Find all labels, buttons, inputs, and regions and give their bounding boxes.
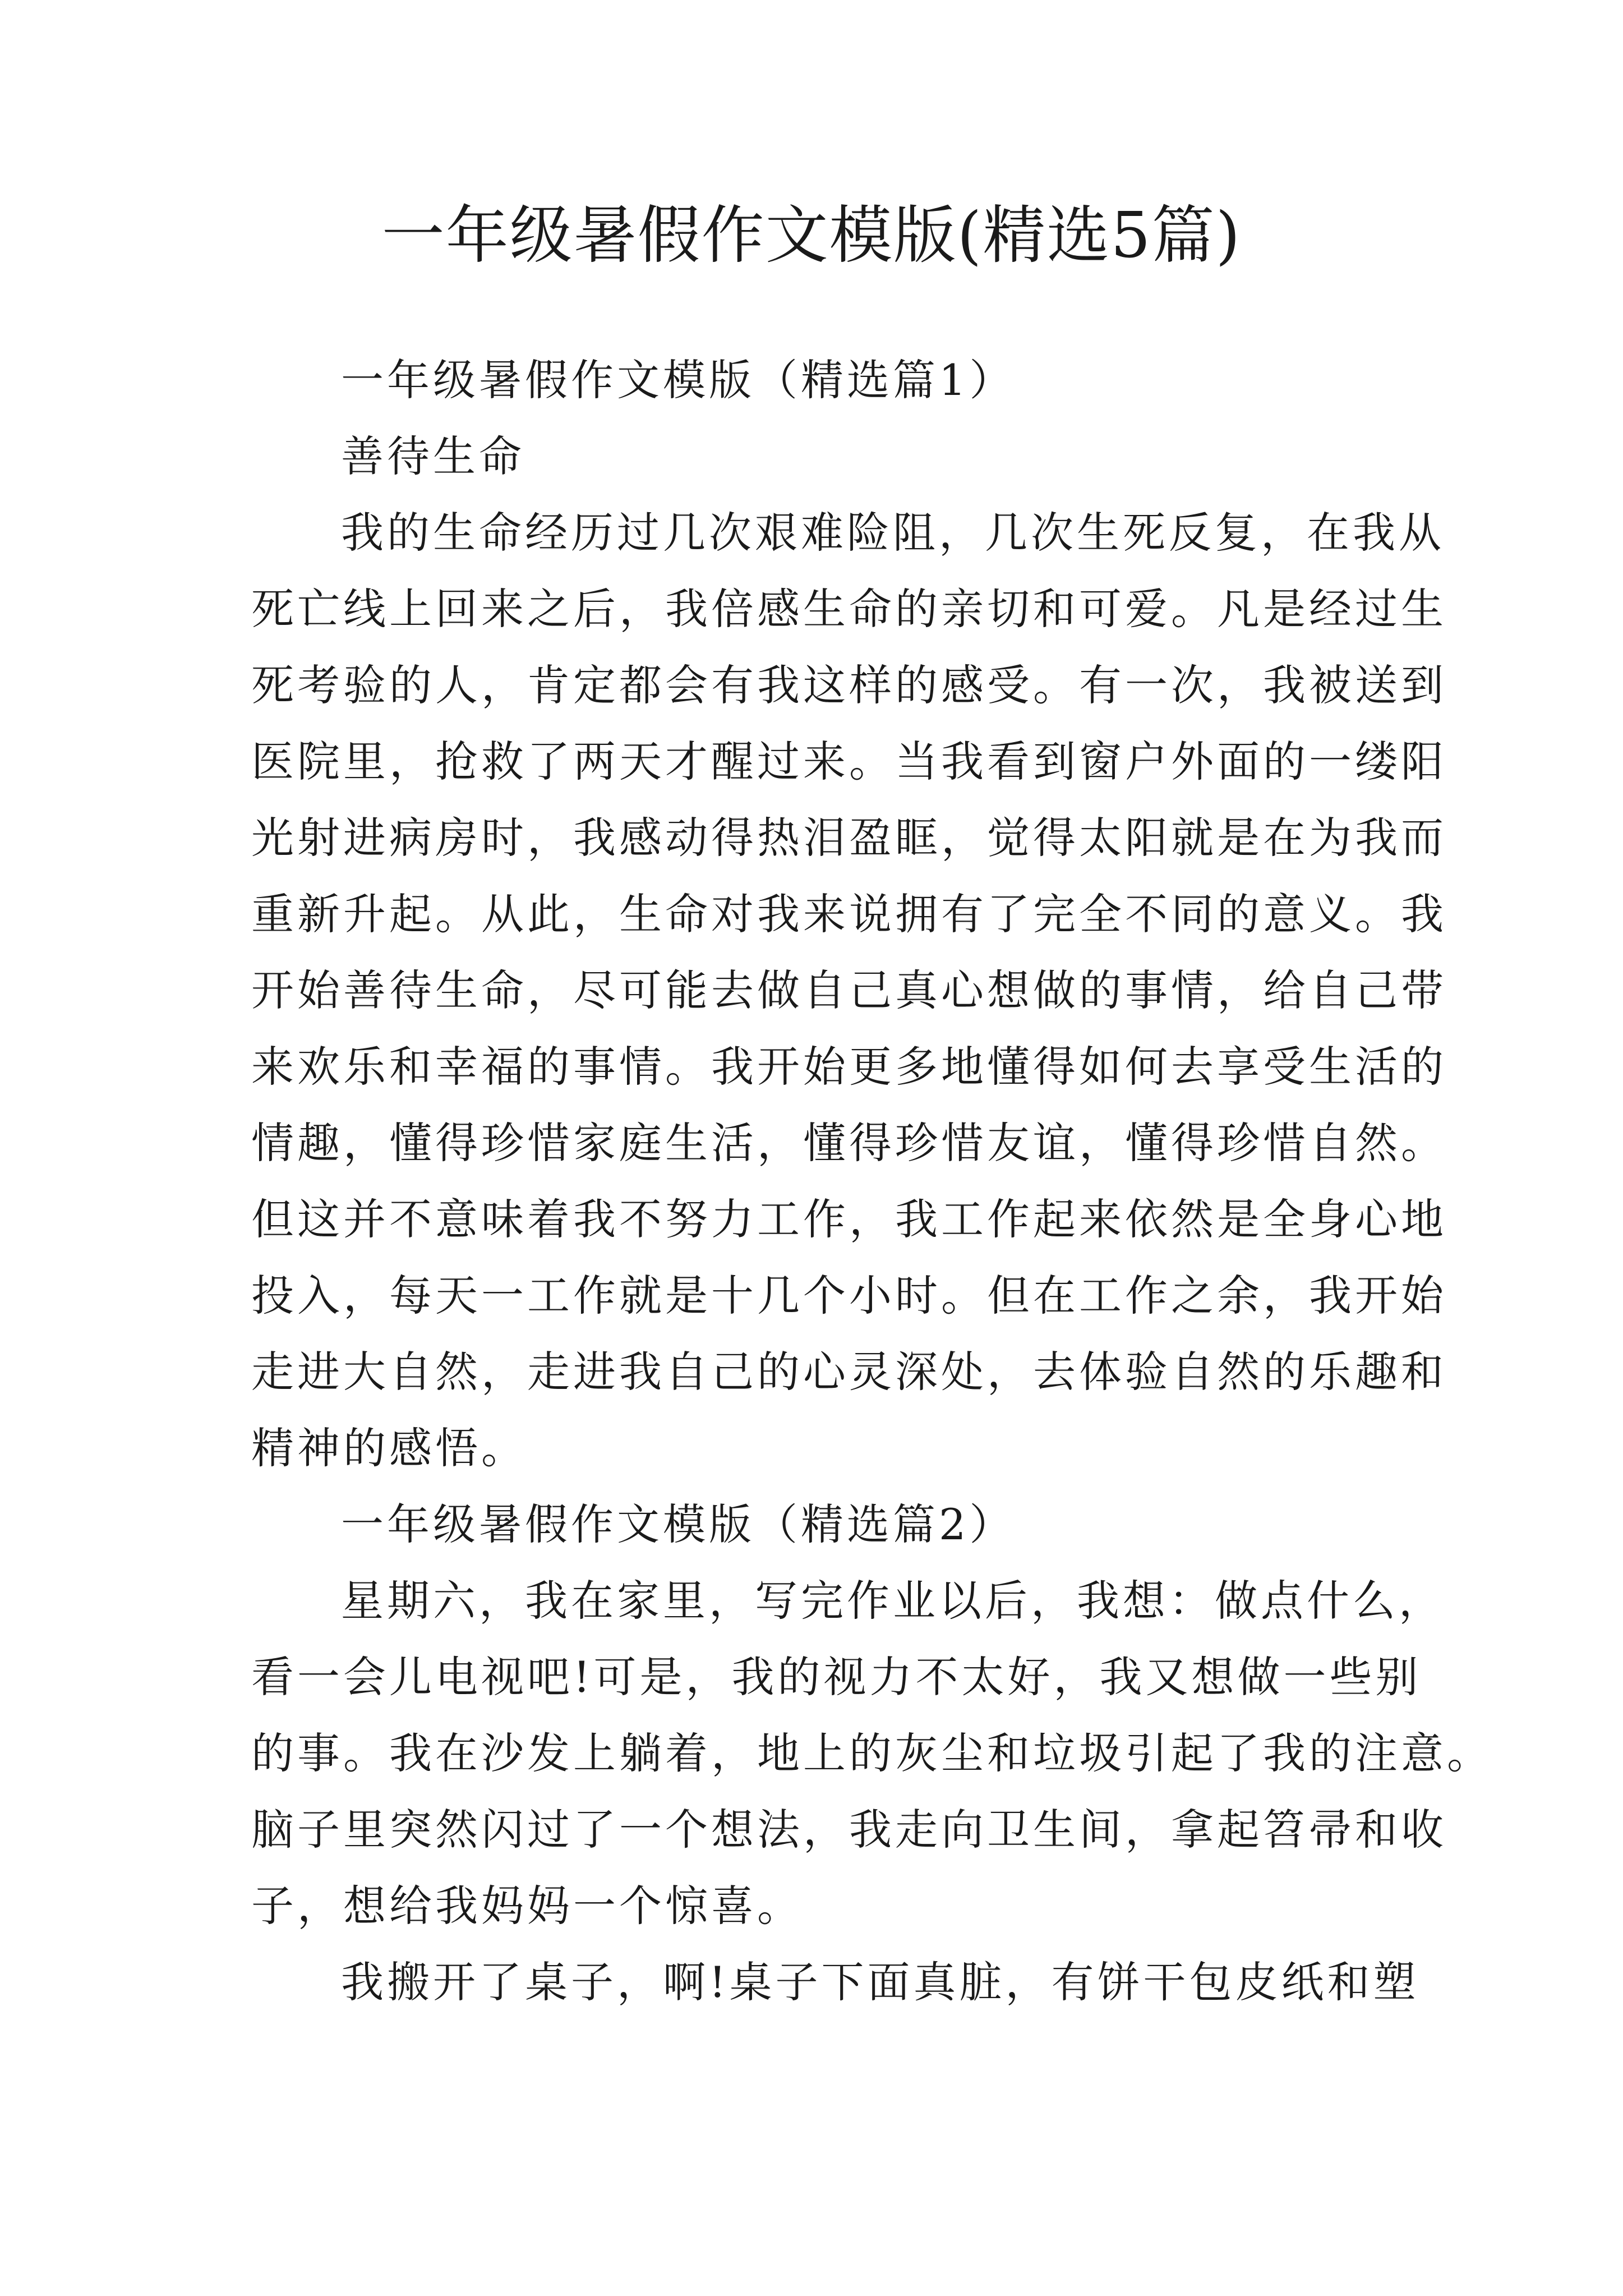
paragraph-line: 精神的感悟。 <box>251 1423 527 1473</box>
paragraph-line: 光射进病房时，我感动得热泪盈眶，觉得太阳就是在为我而 <box>251 813 1447 863</box>
paragraph-line: 来欢乐和幸福的事情。我开始更多地懂得如何去享受生活的 <box>251 1042 1447 1092</box>
paragraph-line: 情趣，懂得珍惜家庭生活，懂得珍惜友谊，懂得珍惜自然。 <box>251 1118 1447 1168</box>
paragraph-line: 但这并不意味着我不努力工作，我工作起来依然是全身心地 <box>251 1194 1447 1244</box>
paragraph-line: 星期六，我在家里，写完作业以后，我想：做点什么， <box>341 1576 1445 1626</box>
paragraph-line: 投入，每天一工作就是十几个小时。但在工作之余，我开始 <box>251 1271 1447 1320</box>
section-2-paragraph-2 <box>251 1944 1419 2021</box>
paragraph-line: 我的生命经历过几次艰难险阻，几次生死反复，在我从 <box>341 508 1445 558</box>
paragraph-line: 死考验的人，肯定都会有我这样的感受。有一次，我被送到 <box>251 660 1447 710</box>
paragraph-line: 脑子里突然闪过了一个想法，我走向卫生间，拿起笤帚和收 <box>251 1805 1447 1855</box>
section-heading-1: 一年级暑假作文模版（精选篇1） <box>341 355 1016 405</box>
paragraph-line: 医院里，抢救了两天才醒过来。当我看到窗户外面的一缕阳 <box>251 737 1447 786</box>
paragraph-line: 子，想给我妈妈一个惊喜。 <box>251 1881 803 1931</box>
section-1-paragraph <box>251 495 1447 1487</box>
paragraph-line: 的事。我在沙发上躺着，地上的灰尘和垃圾引起了我的注意。 <box>251 1728 1493 1778</box>
paragraph-line: 重新升起。从此，生命对我来说拥有了完全不同的意义。我 <box>251 889 1447 939</box>
paragraph-line: 走进大自然，走进我自己的心灵深处，去体验自然的乐趣和 <box>251 1347 1447 1397</box>
section-heading-2: 一年级暑假作文模版（精选篇2） <box>341 1499 1016 1549</box>
paragraph-line: 看一会儿电视吧!可是，我的视力不太好，我又想做一些别 <box>251 1652 1422 1702</box>
document-title: 一年级暑假作文模版(精选5篇) <box>381 199 1242 272</box>
document-body <box>251 342 1493 2021</box>
paragraph-line: 开始善待生命，尽可能去做自己真心想做的事情，给自己带 <box>251 965 1447 1015</box>
paragraph-line: 死亡线上回来之后，我倍感生命的亲切和可爱。凡是经过生 <box>251 584 1447 634</box>
paragraph-line: 我搬开了桌子，啊!桌子下面真脏，有饼干包皮纸和塑 <box>341 1957 1419 2007</box>
section-subtitle-1: 善待生命 <box>341 431 525 481</box>
section-2-paragraph-1 <box>251 1563 1493 1944</box>
